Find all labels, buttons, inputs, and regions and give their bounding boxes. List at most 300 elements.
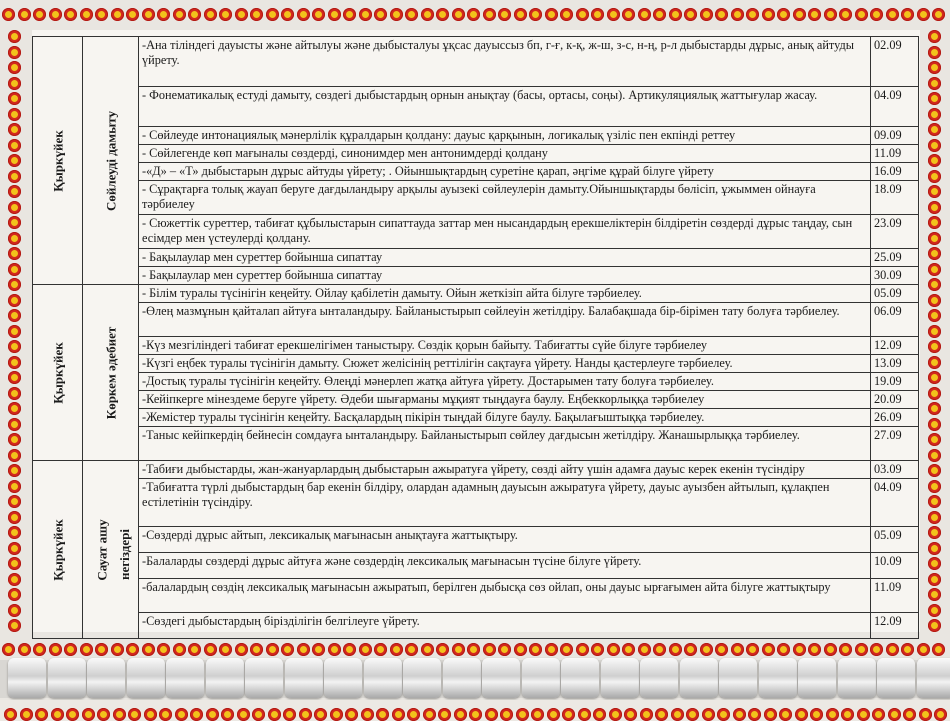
table-row bbox=[33, 285, 919, 303]
table-row bbox=[33, 373, 919, 391]
ornament-motif bbox=[928, 185, 941, 198]
ornament-motif bbox=[702, 708, 715, 721]
ornament-motif bbox=[748, 708, 761, 721]
ornament-motif bbox=[928, 371, 941, 384]
topic-cell bbox=[83, 37, 139, 285]
table-row bbox=[33, 427, 919, 461]
ornament-motif bbox=[8, 573, 21, 586]
ornament-motif bbox=[297, 643, 310, 656]
lesson-description: -Өлең мазмұнын қайталап айтуға ынталандыру. Байланыстырып сөйлеуін жетілдіру. Балабақшада бір-бірімен тату болуға тәрбиелеу. bbox=[139, 303, 871, 337]
ornament-motif bbox=[252, 708, 265, 721]
ornament-motif bbox=[808, 8, 821, 21]
ornament-motif bbox=[113, 708, 126, 721]
ornament-motif bbox=[934, 708, 947, 721]
binding-ring bbox=[87, 658, 125, 698]
month-label: Қыркүйек bbox=[50, 518, 65, 581]
table-row bbox=[33, 163, 919, 181]
ornament-motif bbox=[359, 643, 372, 656]
ornament-motif bbox=[8, 108, 21, 121]
ornament-motif bbox=[500, 708, 513, 721]
ornament-motif bbox=[343, 643, 356, 656]
ornamental-border-left bbox=[0, 30, 30, 635]
ornament-motif bbox=[2, 643, 15, 656]
topic-label-line1: Сауат ашу bbox=[94, 518, 109, 581]
ornament-motif bbox=[872, 708, 885, 721]
ornament-motif bbox=[839, 8, 852, 21]
lesson-description: -Достық туралы түсінігін кеңейту. Өлеңді мәнерлеп жатқа айтуға үйрету. Достарымен тату болуға тәрбиелеу. bbox=[139, 373, 871, 391]
ornament-motif bbox=[8, 557, 21, 570]
ornament-motif bbox=[928, 263, 941, 276]
ornament-motif bbox=[376, 708, 389, 721]
table-row bbox=[33, 409, 919, 427]
ornament-motif bbox=[928, 604, 941, 617]
ornament-motif bbox=[328, 8, 341, 21]
ornament-motif bbox=[297, 8, 310, 21]
ornament-motif bbox=[8, 139, 21, 152]
ornament-motif bbox=[219, 643, 232, 656]
ornament-motif bbox=[715, 643, 728, 656]
ornament-motif bbox=[764, 708, 777, 721]
ornament-motif bbox=[622, 643, 635, 656]
lesson-description: - Сөйлеуде интонациялық мәнерлілік құралдарын қолдану: дауыс қарқынын, логикалық үзіліс пен екпінді реттеу bbox=[139, 127, 871, 145]
ornament-motif bbox=[928, 108, 941, 121]
topic-label-line2: негіздері bbox=[116, 528, 132, 580]
ornament-motif bbox=[95, 8, 108, 21]
lesson-date: 12.09 bbox=[871, 337, 919, 355]
ornament-motif bbox=[700, 643, 713, 656]
lesson-plan-table bbox=[32, 36, 919, 639]
ornament-motif bbox=[607, 8, 620, 21]
table-row bbox=[33, 355, 919, 373]
ornament-motif bbox=[266, 8, 279, 21]
ornament-motif bbox=[18, 8, 31, 21]
ornament-motif bbox=[684, 643, 697, 656]
lesson-date: 05.09 bbox=[871, 527, 919, 553]
table-row bbox=[33, 303, 919, 337]
ornament-motif bbox=[638, 643, 651, 656]
lesson-date: 10.09 bbox=[871, 553, 919, 579]
table-row bbox=[33, 181, 919, 215]
ornament-motif bbox=[8, 201, 21, 214]
ornament-motif bbox=[8, 92, 21, 105]
ornament-motif bbox=[669, 643, 682, 656]
ornament-motif bbox=[8, 216, 21, 229]
lesson-description: - Сұрақтарға толық жауап беруге дағдыландыру арқылы ауызекі сөйлеулерін дамыту.Ойыншықтарды бөлісіп, ұжыммен ойнауға тәрбиелеу bbox=[139, 181, 871, 215]
binding-ring bbox=[206, 658, 244, 698]
ornament-motif bbox=[250, 8, 263, 21]
ornament-motif bbox=[97, 708, 110, 721]
ornament-motif bbox=[857, 708, 870, 721]
ornament-motif bbox=[855, 8, 868, 21]
binding-ring bbox=[680, 658, 718, 698]
ornament-motif bbox=[8, 387, 21, 400]
ornament-motif bbox=[917, 643, 930, 656]
month-cell bbox=[33, 37, 83, 285]
document-page bbox=[32, 30, 920, 632]
ornament-motif bbox=[18, 643, 31, 656]
lesson-description: -Сөздерді дұрыс айтып, лексикалық мағынасын анықтауға жаттықтыру. bbox=[139, 527, 871, 553]
ornament-motif bbox=[421, 8, 434, 21]
table-row bbox=[33, 145, 919, 163]
lesson-description: -«Д» – «Т» дыбыстарын дұрыс айтуды үйрету; . Ойыншықтардың суретіне қарап, әңгіме құрай білуге үйрету bbox=[139, 163, 871, 181]
ornament-motif bbox=[159, 708, 172, 721]
ornament-motif bbox=[928, 433, 941, 446]
ornament-motif bbox=[762, 643, 775, 656]
lesson-description: -Күзгі еңбек туралы түсінігін дамыту. Сюжет желісінің реттілігін сақтауға үйрету. Нанды қастерлеуге тәрбиелеу. bbox=[139, 355, 871, 373]
ornament-motif bbox=[932, 8, 945, 21]
ornament-motif bbox=[655, 708, 668, 721]
ornament-motif bbox=[715, 8, 728, 21]
ornament-motif bbox=[928, 356, 941, 369]
table-row bbox=[33, 391, 919, 409]
ornament-motif bbox=[928, 77, 941, 90]
ornament-motif bbox=[268, 708, 281, 721]
ornament-motif bbox=[436, 643, 449, 656]
ornament-motif bbox=[903, 708, 916, 721]
ornament-motif bbox=[206, 708, 219, 721]
binding-ring bbox=[719, 658, 757, 698]
ornament-motif bbox=[841, 708, 854, 721]
ornament-motif bbox=[49, 643, 62, 656]
ornament-motif bbox=[312, 8, 325, 21]
lesson-date: 02.09 bbox=[871, 37, 919, 87]
table-row bbox=[33, 215, 919, 249]
ornament-motif bbox=[917, 8, 930, 21]
ornament-motif bbox=[8, 170, 21, 183]
ornament-motif bbox=[80, 643, 93, 656]
ornament-motif bbox=[8, 371, 21, 384]
ornament-motif bbox=[283, 708, 296, 721]
ornament-motif bbox=[928, 216, 941, 229]
binding-ring bbox=[561, 658, 599, 698]
binding-ring bbox=[522, 658, 560, 698]
ornament-motif bbox=[126, 8, 139, 21]
ornament-motif bbox=[359, 8, 372, 21]
table-row bbox=[33, 249, 919, 267]
ornamental-border-bottom-2 bbox=[0, 700, 950, 721]
month-label: Қыркүйек bbox=[50, 129, 65, 192]
ornament-motif bbox=[345, 708, 358, 721]
ornament-motif bbox=[928, 325, 941, 338]
ornament-motif bbox=[33, 8, 46, 21]
binding-ring bbox=[324, 658, 362, 698]
ornament-motif bbox=[733, 708, 746, 721]
ornament-motif bbox=[374, 643, 387, 656]
lesson-date: 05.09 bbox=[871, 285, 919, 303]
ornament-motif bbox=[8, 402, 21, 415]
ornamental-border-right bbox=[920, 30, 950, 635]
ornament-motif bbox=[390, 8, 403, 21]
ornament-motif bbox=[928, 573, 941, 586]
ornament-motif bbox=[219, 8, 232, 21]
table-row bbox=[33, 479, 919, 527]
lesson-date: 16.09 bbox=[871, 163, 919, 181]
ornament-motif bbox=[669, 8, 682, 21]
ornament-motif bbox=[928, 387, 941, 400]
lesson-description: -Ана тіліндегі дауысты және айтылуы және дыбысталуы ұқсас дауыссыз бп, г-ғ, к-қ, ж-ш, з-с, н-ң, р-л дыбыстарды дұрыс, анық айтуды үйрету. bbox=[139, 37, 871, 87]
table-row bbox=[33, 127, 919, 145]
lesson-date: 30.09 bbox=[871, 267, 919, 285]
ornamental-border-top bbox=[0, 0, 950, 30]
ornament-motif bbox=[8, 480, 21, 493]
ornament-motif bbox=[684, 8, 697, 21]
ornament-motif bbox=[562, 708, 575, 721]
ornament-motif bbox=[638, 8, 651, 21]
ornament-motif bbox=[95, 643, 108, 656]
month-label: Қыркүйек bbox=[50, 341, 65, 404]
ornament-motif bbox=[793, 643, 806, 656]
ornament-motif bbox=[157, 8, 170, 21]
ornament-motif bbox=[810, 708, 823, 721]
ornament-motif bbox=[235, 643, 248, 656]
ornament-motif bbox=[928, 123, 941, 136]
ornament-motif bbox=[609, 708, 622, 721]
lesson-date: 27.09 bbox=[871, 427, 919, 461]
ornament-motif bbox=[111, 643, 124, 656]
ornament-motif bbox=[640, 708, 653, 721]
ornament-motif bbox=[8, 604, 21, 617]
table-row bbox=[33, 553, 919, 579]
ornament-motif bbox=[928, 278, 941, 291]
lesson-date: 19.09 bbox=[871, 373, 919, 391]
ornament-motif bbox=[128, 708, 141, 721]
lesson-date: 04.09 bbox=[871, 479, 919, 527]
topic-cell bbox=[83, 285, 139, 461]
ornament-motif bbox=[82, 708, 95, 721]
binding-ring bbox=[640, 658, 678, 698]
lesson-description: - Білім туралы түсінігін кеңейту. Ойлау қабілетін дамыту. Ойын жеткізіп айта білуге тәрбиелеу. bbox=[139, 285, 871, 303]
lesson-description: -Күз мезгіліндегі табиғат ерекшелігімен таныстыру. Сөздік қорын байыту. Табиғатты сүйе білуге тәрбиелеу bbox=[139, 337, 871, 355]
ornament-motif bbox=[35, 708, 48, 721]
ornament-motif bbox=[919, 708, 932, 721]
ornament-motif bbox=[717, 708, 730, 721]
lesson-date: 26.09 bbox=[871, 409, 919, 427]
ornament-motif bbox=[188, 643, 201, 656]
table-row bbox=[33, 461, 919, 479]
ornament-motif bbox=[928, 495, 941, 508]
ornament-motif bbox=[8, 294, 21, 307]
lesson-description: -Балаларды сөздерді дұрыс айтуға және сөздердің лексикалық мағынасын түсіне білуге үйрету. bbox=[139, 553, 871, 579]
ornament-motif bbox=[824, 8, 837, 21]
ornament-motif bbox=[928, 294, 941, 307]
ornament-motif bbox=[66, 708, 79, 721]
ornament-motif bbox=[928, 46, 941, 59]
ornament-motif bbox=[529, 8, 542, 21]
ornament-motif bbox=[314, 708, 327, 721]
ornament-motif bbox=[839, 643, 852, 656]
lesson-date: 06.09 bbox=[871, 303, 919, 337]
ornament-motif bbox=[671, 708, 684, 721]
lesson-description: - Сөйлегенде көп мағыналы сөздерді, синонимдер мен антонимдерді қолдану bbox=[139, 145, 871, 163]
binding-ring bbox=[759, 658, 797, 698]
ornament-motif bbox=[498, 8, 511, 21]
ornament-motif bbox=[173, 643, 186, 656]
lesson-description: - Фонематикалық естуді дамыту, сөздегі дыбыстардың орнын анықтау (басы, ортасы, соңы). Артикуляциялық жаттығулар жасау. bbox=[139, 87, 871, 127]
ornament-motif bbox=[928, 526, 941, 539]
ornament-motif bbox=[576, 8, 589, 21]
ornament-motif bbox=[390, 643, 403, 656]
binding-ring bbox=[8, 658, 46, 698]
binding-ring bbox=[482, 658, 520, 698]
ornament-motif bbox=[235, 8, 248, 21]
lesson-date: 25.09 bbox=[871, 249, 919, 267]
ornament-motif bbox=[928, 542, 941, 555]
ornament-motif bbox=[237, 708, 250, 721]
binding-ring bbox=[877, 658, 915, 698]
lesson-description: -балалардың сөздің лексикалық мағынасын ажыратып, берілген дыбысқа сөз ойлап, оны дауыс ырғағымен айта білуге жаттықтыру bbox=[139, 579, 871, 613]
ornament-motif bbox=[80, 8, 93, 21]
ornament-motif bbox=[452, 8, 465, 21]
ornament-motif bbox=[855, 643, 868, 656]
ornament-motif bbox=[653, 643, 666, 656]
ornament-motif bbox=[392, 708, 405, 721]
ornament-motif bbox=[8, 619, 21, 632]
ornament-motif bbox=[576, 643, 589, 656]
ornament-motif bbox=[299, 708, 312, 721]
ornament-motif bbox=[624, 708, 637, 721]
binding-ring bbox=[917, 658, 950, 698]
ornament-motif bbox=[454, 708, 467, 721]
binding-ring bbox=[48, 658, 86, 698]
ornament-motif bbox=[8, 232, 21, 245]
ornament-motif bbox=[328, 643, 341, 656]
ornament-motif bbox=[928, 588, 941, 601]
ornament-motif bbox=[746, 8, 759, 21]
ornament-motif bbox=[469, 708, 482, 721]
ornament-motif bbox=[452, 643, 465, 656]
lesson-description: - Бақылаулар мен суреттер бойынша сипаттау bbox=[139, 249, 871, 267]
ornament-motif bbox=[8, 526, 21, 539]
table-row bbox=[33, 579, 919, 613]
ornament-motif bbox=[901, 643, 914, 656]
month-cell bbox=[33, 285, 83, 461]
ornament-motif bbox=[700, 8, 713, 21]
ornament-motif bbox=[928, 449, 941, 462]
ornament-motif bbox=[514, 8, 527, 21]
ornament-motif bbox=[928, 309, 941, 322]
binding-ring bbox=[601, 658, 639, 698]
ornament-motif bbox=[157, 643, 170, 656]
ornament-motif bbox=[779, 708, 792, 721]
ornament-motif bbox=[529, 643, 542, 656]
lesson-description: - Бақылаулар мен суреттер бойынша сипаттау bbox=[139, 267, 871, 285]
ornament-motif bbox=[653, 8, 666, 21]
ornament-motif bbox=[8, 511, 21, 524]
ornament-motif bbox=[312, 643, 325, 656]
lesson-date: 13.09 bbox=[871, 355, 919, 373]
ornament-motif bbox=[928, 619, 941, 632]
ornament-motif bbox=[405, 643, 418, 656]
table-row bbox=[33, 337, 919, 355]
ornament-motif bbox=[51, 708, 64, 721]
lesson-date: 09.09 bbox=[871, 127, 919, 145]
ornament-motif bbox=[204, 643, 217, 656]
ornament-motif bbox=[8, 263, 21, 276]
ornament-motif bbox=[578, 708, 591, 721]
lesson-date: 12.09 bbox=[871, 613, 919, 639]
table-row bbox=[33, 87, 919, 127]
ornament-motif bbox=[467, 643, 480, 656]
ornament-motif bbox=[928, 480, 941, 493]
ornament-motif bbox=[591, 643, 604, 656]
ornament-motif bbox=[928, 340, 941, 353]
ornament-motif bbox=[560, 8, 573, 21]
ornament-motif bbox=[928, 464, 941, 477]
ornament-motif bbox=[560, 643, 573, 656]
ornament-motif bbox=[928, 511, 941, 524]
ornament-motif bbox=[175, 708, 188, 721]
ornament-motif bbox=[593, 708, 606, 721]
ornament-motif bbox=[795, 708, 808, 721]
ornament-motif bbox=[808, 643, 821, 656]
ornament-motif bbox=[870, 8, 883, 21]
ornament-motif bbox=[250, 643, 263, 656]
ornament-motif bbox=[886, 8, 899, 21]
topic-label: Сөйлеуді дамыту bbox=[103, 110, 118, 211]
ornament-motif bbox=[731, 8, 744, 21]
ornament-motif bbox=[221, 708, 234, 721]
ornament-motif bbox=[8, 433, 21, 446]
ornament-motif bbox=[173, 8, 186, 21]
ornament-motif bbox=[8, 154, 21, 167]
lesson-description: -Жемістер туралы түсінігін кеңейту. Басқалардың пікірін тыңдай білуге баулу. Бақылағыштыққа тәрбиелеу. bbox=[139, 409, 871, 427]
ornament-motif bbox=[438, 708, 451, 721]
ornament-motif bbox=[870, 643, 883, 656]
month-cell bbox=[33, 461, 83, 639]
ornament-motif bbox=[793, 8, 806, 21]
ornament-motif bbox=[20, 708, 33, 721]
ornament-motif bbox=[8, 449, 21, 462]
ornament-motif bbox=[8, 46, 21, 59]
ornament-motif bbox=[343, 8, 356, 21]
ornament-motif bbox=[142, 643, 155, 656]
ornament-motif bbox=[928, 201, 941, 214]
binding-ring bbox=[245, 658, 283, 698]
ornament-motif bbox=[467, 8, 480, 21]
ornament-motif bbox=[928, 170, 941, 183]
ornament-motif bbox=[547, 708, 560, 721]
ornament-motif bbox=[531, 708, 544, 721]
ornament-motif bbox=[190, 708, 203, 721]
ornament-motif bbox=[405, 8, 418, 21]
ornament-motif bbox=[483, 643, 496, 656]
ornament-motif bbox=[622, 8, 635, 21]
binding-ring bbox=[403, 658, 441, 698]
ornament-motif bbox=[514, 643, 527, 656]
ornament-motif bbox=[762, 8, 775, 21]
table-row bbox=[33, 527, 919, 553]
ornament-motif bbox=[545, 8, 558, 21]
ornament-motif bbox=[8, 464, 21, 477]
ornament-motif bbox=[188, 8, 201, 21]
ornament-motif bbox=[928, 30, 941, 43]
ornament-motif bbox=[928, 154, 941, 167]
lesson-date: 18.09 bbox=[871, 181, 919, 215]
binding-ring bbox=[798, 658, 836, 698]
ornament-motif bbox=[8, 495, 21, 508]
ornament-motif bbox=[64, 643, 77, 656]
binding-ring bbox=[166, 658, 204, 698]
ornament-motif bbox=[281, 643, 294, 656]
ornament-motif bbox=[144, 708, 157, 721]
ornament-motif bbox=[281, 8, 294, 21]
ornament-motif bbox=[8, 542, 21, 555]
ornament-motif bbox=[824, 643, 837, 656]
ornament-motif bbox=[49, 8, 62, 21]
ornament-motif bbox=[8, 309, 21, 322]
topic-label: Көркем әдебиет bbox=[103, 326, 118, 419]
ornament-motif bbox=[8, 123, 21, 136]
